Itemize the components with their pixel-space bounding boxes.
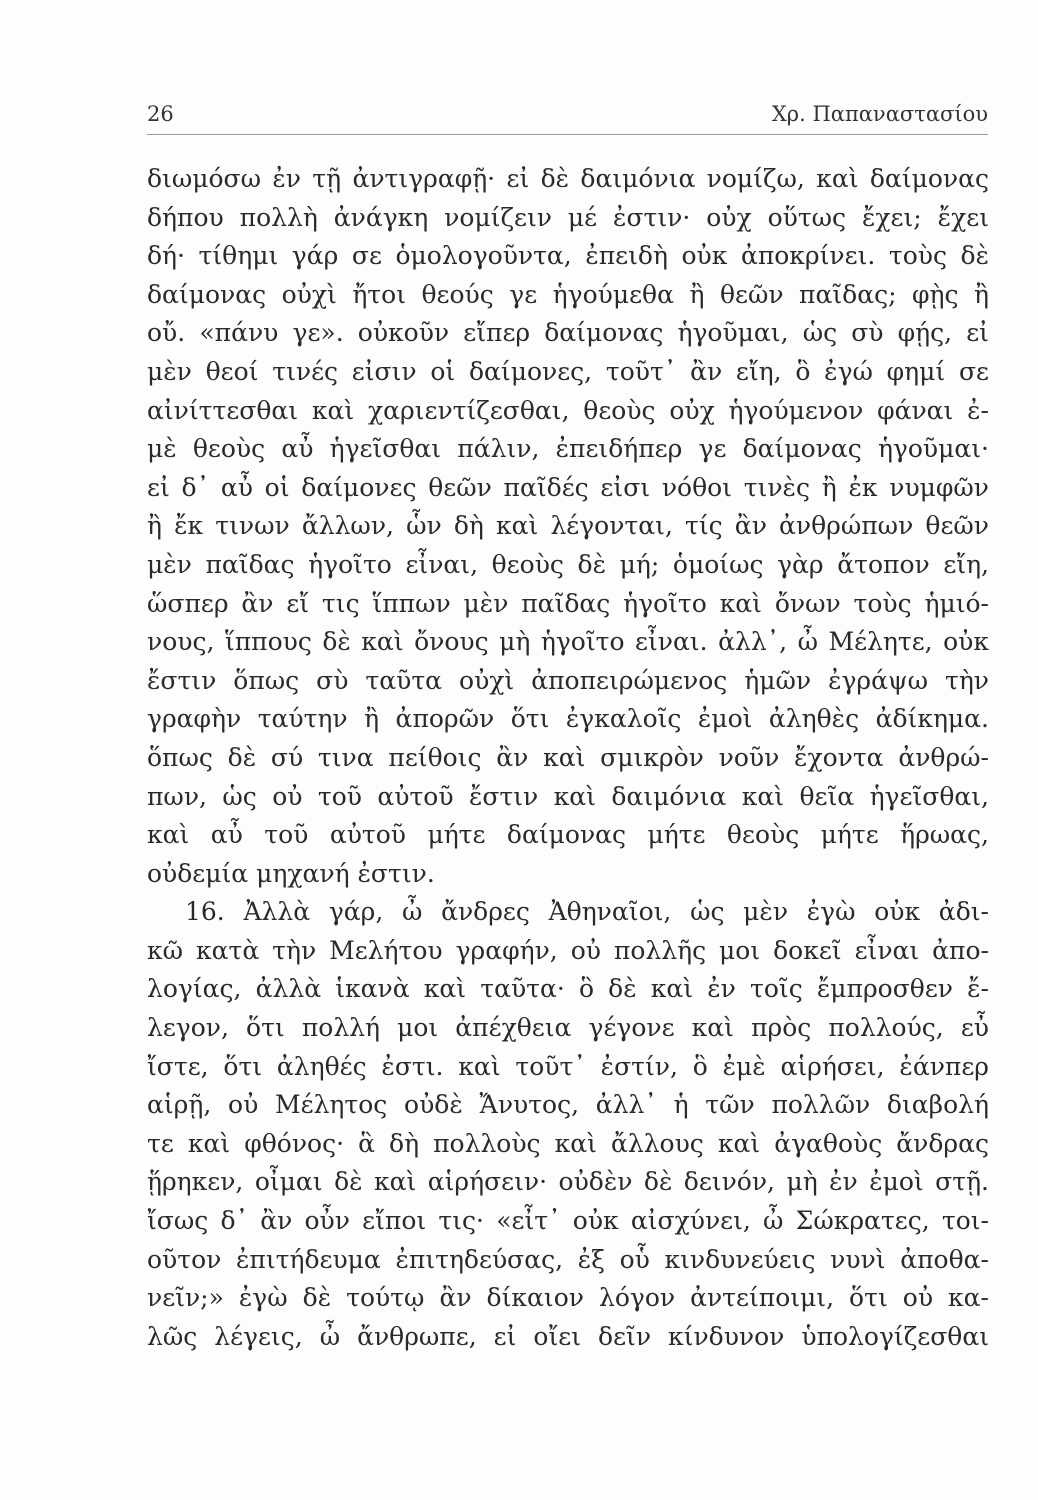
- text-line: νους, ἵππους δὲ καὶ ὄνους μὴ ἡγοῖτο εἶναι. ἀλλ᾽, ὦ Μέλητε, οὐκ: [147, 627, 989, 657]
- text-line: ὥσπερ ἂν εἴ τις ἵππων μὲν παῖδας ἡγοῖτο καὶ ὄνων τοὺς ἡμιό-: [147, 588, 989, 618]
- text-line: πων, ὡς οὐ τοῦ αὐτοῦ ἔστιν καὶ δαιμόνια καὶ θεῖα ἡγεῖσθαι,: [147, 781, 989, 811]
- body-text: [147, 160, 989, 1356]
- text-line: αἱρῇ, οὐ Μέλητος οὐδὲ Ἄνυτος, ἀλλ᾽ ἡ τῶν πολλῶν διαβολή: [147, 1090, 989, 1120]
- text-line: μὲν παῖδας ἡγοῖτο εἶναι, θεοὺς δὲ μή; ὁμοίως γὰρ ἄτοπον εἴη,: [147, 549, 989, 579]
- section-16-start-line: 16. Ἀλλὰ γάρ, ὦ ἄνδρες Ἀθηναῖοι, ὡς μὲν ἐγὼ οὐκ ἀδι-: [185, 897, 989, 927]
- text-line: ᾕρηκεν, οἶμαι δὲ καὶ αἱρήσειν· οὐδὲν δὲ δεινόν, μὴ ἐν ἐμοὶ στῇ.: [147, 1167, 989, 1197]
- text-line: δαίμονας οὐχὶ ἤτοι θεούς γε ἡγούμεθα ἢ θεῶν παῖδας; φῂς ἢ: [147, 279, 989, 309]
- text-line: τε καὶ φθόνος· ἃ δὴ πολλοὺς καὶ ἄλλους καὶ ἀγαθοὺς ἄνδρας: [147, 1128, 989, 1158]
- text-line: ὅπως δὲ σύ τινα πείθοις ἂν καὶ σμικρὸν νοῦν ἔχοντα ἀνθρώ-: [147, 742, 989, 772]
- text-line: γραφὴν ταύτην ἢ ἀπορῶν ὅτι ἐγκαλοῖς ἐμοὶ ἀληθὲς ἀδίκημα.: [147, 704, 989, 734]
- paragraph-end-line: οὐδεμία μηχανή ἐστιν.: [147, 858, 435, 888]
- text-line: εἰ δ᾽ αὖ οἱ δαίμονες θεῶν παῖδές εἰσι νόθοι τινὲς ἢ ἐκ νυμφῶν: [147, 472, 989, 502]
- text-line: κῶ κατὰ τὴν Μελήτου γραφήν, οὐ πολλῆς μοι δοκεῖ εἶναι ἀπο-: [147, 935, 989, 965]
- text-line: λογίας, ἀλλὰ ἱκανὰ καὶ ταῦτα· ὃ δὲ καὶ ἐν τοῖς ἔμπροσθεν ἔ-: [147, 974, 989, 1004]
- text-line: νεῖν;» ἐγὼ δὲ τούτῳ ἂν δίκαιον λόγον ἀντείποιμι, ὅτι οὐ κα-: [147, 1283, 989, 1313]
- running-head: Χρ. Παπαναστασίου: [771, 102, 988, 126]
- text-line: δήπου πολλὴ ἀνάγκη νομίζειν μέ ἐστιν· οὐχ οὕτως ἔχει; ἔχει: [147, 202, 989, 232]
- text-line: μὲν θεοί τινές εἰσιν οἱ δαίμονες, τοῦτ᾽ ἂν εἴη, ὃ ἐγώ φημί σε: [147, 356, 989, 386]
- text-line: ἴστε, ὅτι ἀληθές ἐστι. καὶ τοῦτ᾽ ἐστίν, ὃ ἐμὲ αἱρήσει, ἐάνπερ: [147, 1051, 989, 1081]
- text-line: ἴσως δ᾽ ἂν οὖν εἴποι τις· «εἶτ᾽ οὐκ αἰσχύνει, ὦ Σώκρατες, τοι-: [147, 1206, 989, 1236]
- text-line: λῶς λέγεις, ὦ ἄνθρωπε, εἰ οἴει δεῖν κίνδυνον ὑπολογίζεσθαι: [147, 1321, 989, 1351]
- text-line: ἔστιν ὅπως σὺ ταῦτα οὐχὶ ἀποπειρώμενος ἡμῶν ἐγράψω τὴν: [147, 665, 989, 695]
- text-line: ἢ ἔκ τινων ἄλλων, ὧν δὴ καὶ λέγονται, τίς ἂν ἀνθρώπων θεῶν: [147, 511, 989, 541]
- text-line: διωμόσω ἐν τῇ ἀντιγραφῇ· εἰ δὲ δαιμόνια νομίζω, καὶ δαίμονας: [147, 164, 989, 193]
- page-number: 26: [147, 102, 174, 126]
- text-line: λεγον, ὅτι πολλή μοι ἀπέχθεια γέγονε καὶ πρὸς πολλούς, εὖ: [147, 1013, 989, 1043]
- text-line: καὶ αὖ τοῦ αὐτοῦ μήτε δαίμονας μήτε θεοὺς μήτε ἥρωας,: [147, 820, 989, 850]
- text-line: μὲ θεοὺς αὖ ἡγεῖσθαι πάλιν, ἐπειδήπερ γε δαίμονας ἡγοῦμαι·: [147, 434, 989, 464]
- text-line: αἰνίττεσθαι καὶ χαριεντίζεσθαι, θεοὺς οὐχ ἡγούμενον φάναι ἐ-: [147, 395, 989, 425]
- text-line: δή· τίθημι γάρ σε ὁμολογοῦντα, ἐπειδὴ οὐκ ἀποκρίνει. τοὺς δὲ: [147, 241, 989, 271]
- text-line: οῦτον ἐπιτήδευμα ἐπιτηδεύσας, ἐξ οὗ κινδυνεύεις νυνὶ ἀποθα-: [147, 1244, 989, 1274]
- text-line: οὔ. «πάνυ γε». οὐκοῦν εἴπερ δαίμονας ἡγοῦμαι, ὡς σὺ φῄς, εἰ: [147, 318, 989, 348]
- page-header: [147, 100, 988, 135]
